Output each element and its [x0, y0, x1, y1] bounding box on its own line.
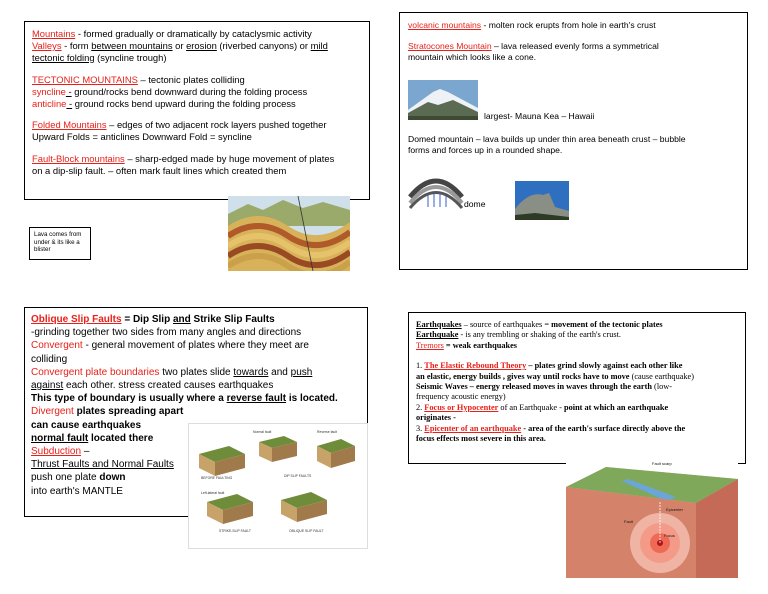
lava-note-line1: Lava comes from: [34, 231, 82, 238]
stratocones-definition2: mountain which looks like a cone.: [408, 52, 537, 62]
label-oblique: OBLIQUE SLIP FAULT: [289, 529, 324, 533]
earthquake-figure: [566, 457, 738, 578]
fault-types-illustration: [189, 424, 367, 548]
valleys-syncline-trough: (syncline trough): [94, 51, 167, 63]
item-2-number: 2.: [416, 402, 425, 412]
dome-photo: [515, 181, 569, 220]
folded-mountains-image: [228, 196, 350, 271]
originates: originates -: [416, 413, 456, 423]
dome-diagram: [408, 167, 464, 209]
oblique-and: and: [172, 314, 191, 325]
item-3-number: 3.: [416, 423, 425, 433]
volcano-illustration: [408, 80, 478, 120]
focus-term: Focus or Hypocenter: [424, 402, 499, 412]
label-reverse-fault: Reverse fault: [317, 430, 337, 434]
seismic-waves: Seismic Waves – energy released moves in waves through the earth: [416, 382, 652, 392]
fault-types-figure: [188, 423, 368, 549]
boundaries-stress: each other. stress created causes earthquakes: [63, 380, 274, 392]
divergent-term: Divergent: [31, 406, 74, 418]
stratocones-definition: – lava released evenly forms a symmetrical: [491, 41, 659, 51]
folded-layers-illustration: [228, 196, 350, 271]
earthquake-definition: - is any trembling or shaking of the earth's crust.: [458, 330, 621, 340]
block-strike: [207, 494, 253, 524]
oblique-definition: = Dip Slip: [121, 314, 173, 325]
normal-fault: normal fault: [31, 432, 89, 444]
label-fault-scarp: Fault scarp: [652, 461, 672, 466]
convergent-boundaries-term: Convergent plate boundaries: [31, 366, 160, 378]
lava-note-line3: blister: [34, 246, 51, 254]
item-1-number: 1.: [416, 361, 425, 371]
can-cause-earthquakes: can cause earthquakes: [31, 419, 142, 431]
boundaries-push: push: [290, 366, 313, 378]
oblique-slip-term: Oblique Slip Faults: [31, 314, 122, 325]
earthquake-term: Earthquake: [416, 330, 459, 340]
elastic-rebound-definition: – plates grind slowly against each other like: [526, 361, 683, 371]
earthquakes-box: [408, 312, 746, 464]
valleys-text: - form: [61, 39, 92, 51]
volcanic-definition: - molten rock erupts from hole in earth's crust: [481, 20, 656, 30]
fault-block-definition: – sharp-edged made by huge movement of plates: [124, 153, 335, 165]
epicenter-definition: - area of the earth's surface directly above the: [521, 423, 686, 433]
elastic-rebound-cause: (cause earthquake): [629, 371, 694, 381]
valleys-mild: mild: [310, 39, 328, 51]
earthquake-illustration: [566, 457, 738, 578]
block-before: [199, 446, 245, 476]
label-dip-slip: DIP SLIP FAULTS: [284, 474, 312, 478]
earthquakes-term: Earthquakes: [416, 320, 462, 329]
block-oblique: [281, 492, 327, 522]
seismic-low: (low-: [651, 382, 673, 392]
largest-mountain-text: largest- Mauna Kea – Hawaii: [484, 111, 595, 121]
valleys-tectonic-folding: tectonic folding: [32, 51, 95, 63]
effects-severe: effects most severe in this area.: [434, 434, 546, 444]
label-strike-slip: STRIKE-SLIP FAULT: [219, 529, 251, 533]
fault-block-term: Fault-Block mountains: [32, 153, 125, 165]
mountains-term: Mountains: [32, 28, 76, 39]
block-normal: [259, 436, 297, 462]
oblique-definition2: Strike Slip Faults: [190, 314, 275, 325]
dome-diagram-illustration: [408, 167, 464, 209]
valleys-riverbed: (riverbed canyons) or: [216, 39, 311, 51]
tectonic-definition: – tectonic plates colliding: [137, 73, 245, 85]
boundaries-towards: towards: [233, 366, 269, 378]
block-reverse: [317, 439, 355, 468]
focus-definition: of an Earthquake -: [498, 402, 564, 412]
mountains-definition: - formed gradually or dramatically by cataclysmic activity: [75, 28, 312, 39]
located-there: located there: [88, 432, 154, 444]
valleys-erosion: erosion: [186, 39, 217, 51]
folded-mountains-term: Folded Mountains: [32, 119, 107, 131]
epicenter-focus: focus: [416, 434, 435, 444]
lava-note-line2: under & its like a: [34, 238, 80, 246]
epicenter-term: Epicenter of an earthquake: [424, 423, 522, 433]
lava-note-box: [29, 227, 91, 260]
dome-photo-illustration: [515, 181, 569, 220]
fault-block-line2: on a dip-slip fault. – often mark fault lines which created them: [32, 165, 287, 177]
syncline-term: syncline: [32, 85, 66, 97]
stratocones-term: Stratocones Mountain: [408, 41, 492, 51]
boundaries-and: and: [268, 366, 291, 378]
grinding-line: -grinding together two sides from many angles and directions: [31, 327, 302, 339]
syncline-definition: ground/rocks bend downward during the folding process: [71, 85, 308, 97]
label-before-faulting: BEFORE FAULTING: [201, 476, 233, 480]
subduction-dash: –: [81, 446, 90, 458]
focus-point: point at which an earthquake: [564, 402, 669, 412]
syncline-dash: -: [65, 85, 72, 97]
boundaries-against: against: [31, 380, 64, 392]
earthquakes-source: movement of the tectonic plates: [551, 320, 663, 329]
tectonic-term: TECTONIC MOUNTAINS: [32, 73, 138, 85]
folds-line: Upward Folds = anticlines Downward Fold = syncline: [32, 131, 252, 143]
is-located: is located.: [286, 393, 338, 405]
reverse-fault: reverse fault: [226, 393, 287, 405]
label-fault: Fault: [624, 519, 633, 524]
divergent-definition: plates spreading apart: [73, 406, 184, 418]
convergent-definition: - general movement of plates where they meet are: [82, 340, 309, 352]
earthquakes-definition: – source of earthquakes =: [461, 320, 552, 329]
volcanic-box: [399, 12, 748, 270]
dome-label: dome: [464, 199, 486, 209]
tremors-definition: = weak earthquakes: [443, 340, 518, 350]
folded-definition: – edges of two adjacent rock layers pushed together: [106, 119, 327, 131]
into-mantle: into earth's MANTLE: [31, 485, 123, 497]
boundary-usual: This type of boundary is usually where a: [31, 393, 227, 405]
elastic-rebound-term: The Elastic Rebound Theory: [424, 361, 527, 371]
mountains-box: [24, 21, 370, 200]
boundaries-text: two plates slide: [159, 366, 234, 378]
valleys-text-or: or: [172, 39, 187, 51]
label-epicenter: Epicenter: [666, 507, 683, 512]
convergent-term: Convergent: [31, 340, 83, 352]
label-normal-fault: Normal fault: [253, 430, 272, 434]
domed-mountain-line1: Domed mountain – lava builds up under thin area beneath crust – bubble: [408, 134, 686, 144]
elastic-rebound-line2: an elastic, energy builds , gives way until rocks have to move: [416, 371, 630, 381]
tremors-term: Tremors: [416, 340, 444, 350]
valleys-term: Valleys: [32, 39, 62, 51]
label-focus: Focus: [664, 533, 675, 538]
volcanic-term: volcanic mountains: [408, 20, 482, 30]
volcano-photo: [408, 80, 478, 120]
colliding-line: colliding: [31, 353, 68, 365]
label-left-lateral: Left-lateral fault: [201, 491, 225, 495]
push-one-plate: push one plate: [31, 472, 100, 484]
thrust-faults: Thrust Faults and Normal Faults: [31, 459, 174, 471]
anticline-term: anticline: [32, 97, 67, 109]
seismic-frequency: frequency acoustic energy): [416, 392, 506, 402]
push-down: down: [99, 472, 126, 484]
valleys-between-mountains: between mountains: [91, 39, 173, 51]
domed-mountain-line2: forms and forces up in a rounded shape.: [408, 145, 563, 155]
anticline-definition: ground rocks bend upward during the folding process: [72, 97, 296, 109]
subduction-term: Subduction: [31, 446, 82, 458]
anticline-dash: -: [66, 97, 73, 109]
